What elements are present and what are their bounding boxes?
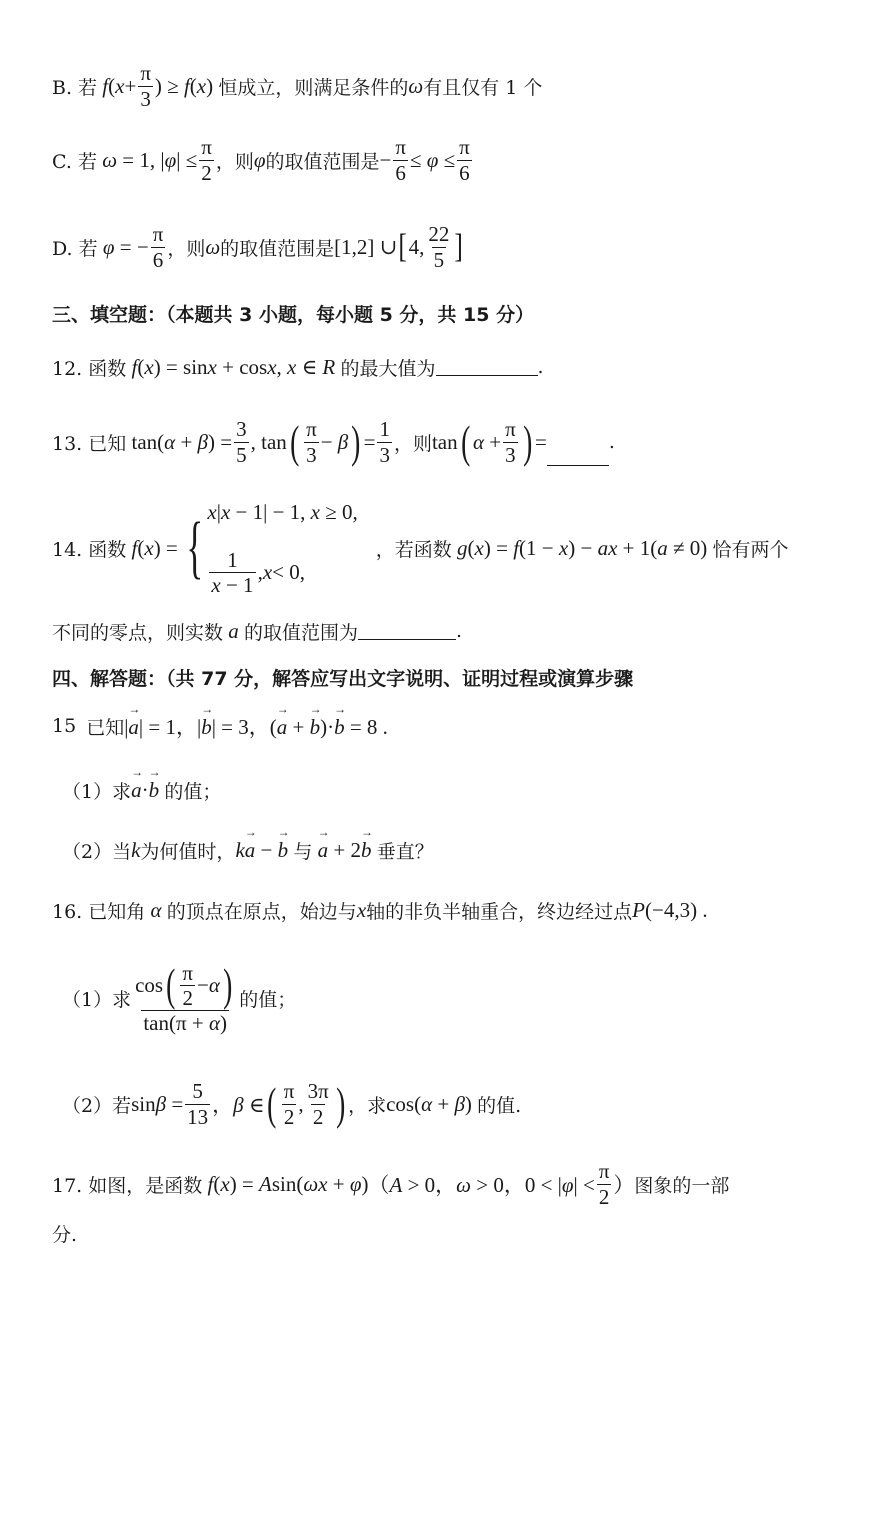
piecewise-cases — [207, 500, 357, 596]
option-b-math-2: ) ≥ f(x) — [154, 73, 219, 98]
q14-end: . — [456, 620, 463, 642]
q13-answer-blank[interactable] — [547, 464, 609, 466]
q16-part1b: 的值； — [239, 988, 297, 1011]
paren-right-1: ) — [351, 416, 361, 467]
bracket-left: [ — [398, 228, 408, 265]
q15-part2a: （2）当 — [62, 840, 132, 863]
q17-text: 图象的一部 — [634, 1174, 730, 1197]
section-3-heading: 三、填空题：（本题共 3 小题，每小题 5 分，共 15 分） — [52, 303, 535, 326]
q16-part1a: （1）求 — [62, 988, 132, 1011]
q17-conditions: （A > 0，ω > 0，0 < |φ| < — [368, 1173, 595, 1197]
section-4-heading: 四、解答题：（共 77 分，解答应写出文字说明、证明过程或演算步骤 — [52, 667, 634, 690]
pi-over-6-fraction-d: $\frac{\pi}{6}$ — [152, 222, 164, 272]
pi-over-3-fraction-q13: $\frac{\pi}{3}$ — [306, 417, 317, 467]
q15-part2-math-2: → a + 2→ b — [312, 838, 376, 863]
three-pi-over-2-fraction: $\frac{3\pi}{2}$ — [307, 1079, 329, 1129]
option-b-text-1: 恒成立，则满足条件的 — [218, 76, 409, 99]
option-d-math-1: φ = − — [102, 234, 149, 259]
paren-right-2: ) — [522, 416, 532, 467]
q13-label: 13. 已知 — [52, 432, 127, 455]
q14-math-2: g(x) = f(1 − x) − ax + 1(a ≠ 0) — [457, 535, 713, 560]
bracket-right: ] — [454, 228, 464, 265]
pi-over-2-fraction-q16: $\frac{\pi}{2}$ — [283, 1079, 295, 1129]
q13-end: . — [608, 431, 615, 453]
piecewise-brace: { — [186, 509, 203, 586]
five-thirteenths-fraction: $\frac{5}{13}$ — [187, 1079, 209, 1129]
question-14-line-2 — [52, 614, 462, 648]
option-d-text-1: ，则 — [167, 237, 206, 260]
pi-over-3-fraction-q13b: $\frac{\pi}{3}$ — [505, 417, 516, 467]
q13-eq2: = — [535, 429, 547, 454]
q13-tan: tan — [431, 429, 458, 454]
q15-part2b: 为何值时， — [140, 840, 236, 863]
q16-sin-beta: sinβ = — [131, 1091, 184, 1116]
option-b-math-1: f(x+ — [102, 73, 137, 98]
q13-eq: = — [363, 429, 376, 454]
one-over-x-minus-1-fraction: $\frac{1}{x - 1}$ — [211, 547, 254, 597]
option-c-math-2: ≤ φ ≤ — [409, 147, 456, 172]
case-1: x|x − 1| − 1, x ≥ 0, — [207, 500, 358, 524]
q12-math: f(x) = sinx + cosx, x ∈ R — [131, 354, 336, 379]
q16-stem: 16. 已知角 — [52, 900, 146, 923]
question-14 — [52, 498, 789, 598]
option-b — [52, 58, 542, 114]
option-d-text-2: 的取值范围是 — [220, 237, 335, 260]
paren-right-3: ) — [335, 1078, 345, 1129]
three-fifths-fraction: $\frac{3}{5}$ — [236, 417, 247, 467]
tan-denominator: tan(π + α) — [143, 1011, 227, 1036]
q16-comma: , — [298, 1091, 304, 1116]
pi-over-2-fraction-q17: $\frac{\pi}{2}$ — [598, 1159, 610, 1209]
q15-part-1 — [62, 772, 221, 808]
question-17 — [52, 1152, 729, 1216]
q15-part2d: 垂直？ — [376, 840, 434, 863]
case-2: $\frac{1}{x - 1}$ , x < 0, — [211, 547, 305, 597]
pi-over-2-fraction: $\frac{\pi}{2}$ — [201, 135, 212, 185]
q12-answer-blank[interactable] — [436, 374, 538, 376]
q17-stem: 17. 如图，是函数 — [52, 1174, 203, 1197]
q16-part-2 — [62, 1072, 521, 1136]
q14-math-1: f(x) = — [131, 535, 178, 560]
q14-text-2: 恰有两个 — [712, 538, 789, 561]
q16-part2c: 的值. — [477, 1094, 522, 1117]
q13-math-2: , tan — [250, 429, 287, 454]
q15-label: 15 — [52, 715, 77, 737]
q15-part2c: 与 — [293, 840, 313, 863]
question-12 — [52, 350, 544, 384]
question-15 — [52, 706, 388, 746]
option-c-label: C. 若 — [52, 150, 97, 173]
q14-line2a: 不同的零点，则实数 — [52, 621, 224, 644]
q13-minus-beta: − β — [320, 429, 349, 454]
q16-cos-sum: cos(α + β) — [386, 1091, 478, 1116]
q15-part1a: （1）求 — [62, 780, 132, 803]
q14-text-1: ，若函数 — [375, 538, 452, 561]
q16-part-1 — [62, 946, 296, 1050]
paren-left-2: ( — [460, 416, 470, 467]
pi-over-6-fraction-2: $\frac{\pi}{6}$ — [459, 135, 470, 185]
phi-symbol: φ — [253, 147, 266, 172]
option-c — [52, 130, 474, 190]
pi-over-6-fraction: $\frac{\pi}{6}$ — [395, 135, 406, 185]
cos-over-tan-fraction — [133, 959, 237, 1036]
alpha-symbol: α — [145, 897, 167, 922]
option-d-label: D. 若 — [52, 237, 98, 260]
point-p: P(−4,3) . — [632, 897, 708, 922]
one-third-fraction: $\frac{1}{3}$ — [379, 417, 390, 467]
q12-label: 12. 函数 — [52, 357, 127, 380]
q15-part1-math: → a·→ b — [131, 778, 164, 803]
option-d-four: 4, — [408, 234, 425, 259]
q14-label: 14. 函数 — [52, 538, 127, 561]
option-d-interval-1: [1,2] ∪ — [334, 234, 398, 259]
option-c-text-1: ，则 — [215, 150, 254, 173]
omega-symbol: ω — [408, 73, 424, 98]
q12-text: 的最大值为 — [340, 357, 436, 380]
question-16 — [52, 892, 708, 928]
option-c-math-1: ω = 1, |φ| ≤ — [102, 147, 198, 172]
paren-left-3: ( — [267, 1078, 277, 1129]
q12-end: . — [537, 356, 544, 378]
q17-close: ） — [613, 1173, 635, 1197]
q16-beta-in: ，β ∈ — [212, 1093, 265, 1117]
q16-part2b: ，求 — [348, 1094, 387, 1117]
pi-over-3-fraction: $\frac{\pi}{3}$ — [140, 61, 151, 111]
q13-text: ，则 — [393, 432, 432, 455]
q15-math: |→ a| = 1，|→ b| = 3，(→ a + → b)·→ b = 8 . — [124, 711, 388, 741]
twenty-two-over-5-fraction: $\frac{22}{5}$ — [428, 222, 450, 272]
q15-text: 已知 — [86, 716, 125, 739]
q17-function: f(x) = Asin(ωx + φ) — [207, 1171, 369, 1196]
q14-answer-blank[interactable] — [358, 638, 456, 640]
a-symbol: a — [223, 618, 245, 643]
q15-part-2 — [62, 832, 434, 868]
option-b-label: B. 若 — [52, 76, 98, 99]
x-symbol: x — [356, 897, 367, 922]
omega-symbol-d: ω — [205, 234, 221, 259]
q13-math-1: tan(α + β) = — [126, 429, 233, 454]
option-b-text-2: 有且仅有 1 个 — [423, 76, 543, 99]
cos-numerator: cos ( $\frac{\pi}{2}$ − α ) — [135, 959, 233, 1011]
option-d — [52, 214, 465, 280]
q16-text-1: 的顶点在原点，始边与 — [166, 900, 357, 923]
q16-part2a: （2）若 — [62, 1094, 132, 1117]
option-c-text-2: 的取值范围是 — [265, 150, 380, 173]
paren-left-1: ( — [289, 416, 300, 467]
q13-alpha-plus: α + — [472, 429, 502, 454]
q15-part1b: 的值； — [164, 780, 222, 803]
option-c-minus: − — [379, 147, 392, 172]
q17-line-2: 分. — [52, 1223, 78, 1246]
q16-text-2: 轴的非负半轴重合，终边经过点 — [366, 900, 633, 923]
q15-part2-math-1: k→ a − → b — [235, 838, 293, 863]
question-13 — [52, 410, 615, 474]
q14-line2b: 的取值范围为 — [244, 621, 359, 644]
k-symbol: k — [131, 837, 141, 862]
